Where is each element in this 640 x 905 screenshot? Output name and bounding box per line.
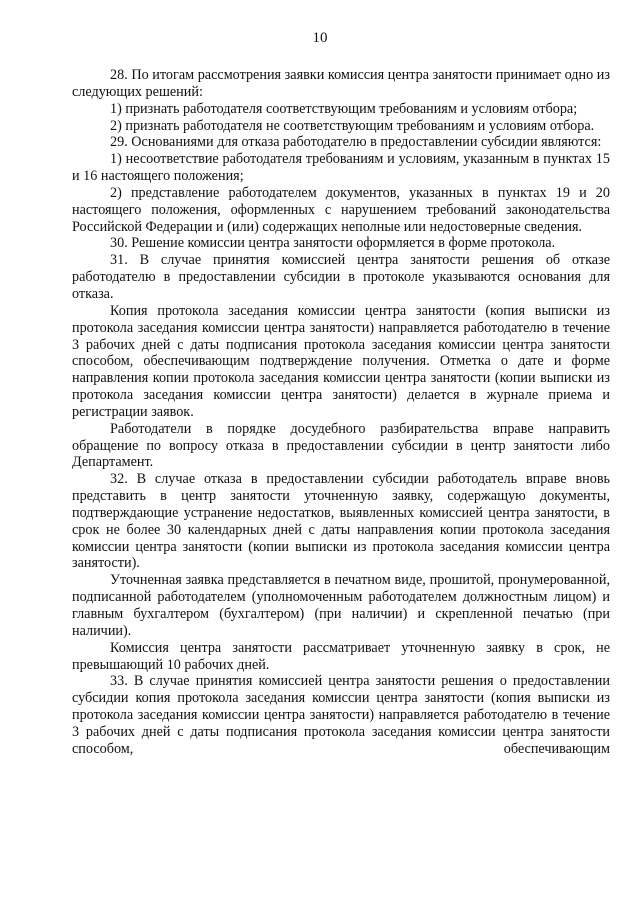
paragraph-33: 33. В случае принятия комиссией центра занятости решения о предоставлении субсидии копия протокола заседания комиссии центра занятости (копия выписки из протокола заседания комиссии центра занятости) направляется работодателю в течение 3 рабочих дней с даты подписания протокола заседания комиссии центра занятости способом, обеспечивающим [72,673,610,757]
paragraph-32: 32. В случае отказа в предоставлении субсидии работодатель вправе вновь представить в центр занятости уточненную заявку, содержащую документы, подтверждающие устранение недостатков, выявленных комиссией центра занятости, в срок не более 30 календарных дней с даты направления копии протокола заседания комиссии центра занятости (копии выписки из протокола заседания комиссии центра занятости). [72,471,610,572]
paragraph-28-option-1: 1) признать работодателя соответствующим требованиям и условиям отбора; [110,100,578,117]
paragraph-31: 31. В случае принятия комиссией центра занятости решения об отказе работодателю в предоставлении субсидии в протоколе указываются основания для отказа. [72,252,610,302]
paragraph-30: 30. Решение комиссии центра занятости оформляется в форме протокола. [110,235,556,252]
paragraph-31-copy: Копия протокола заседания комиссии центра занятости (копия выписки из протокола заседания комиссии центра занятости) направляется работодателю в течение 3 рабочих дней с даты подписания протокола заседания комиссии центра занятости способом, обеспечивающим подтверждение получения. Отметка о дате и форме направления копии протокола заседания комиссии центра занятости (копии выписки из протокола заседания комиссии центра занятости) делается в журнале приема и регистрации заявок. [72,302,610,420]
paragraph-29-item-1: 1) несоответствие работодателя требованиям и условиям, указанным в пунктах 15 и 16 настоящего положения; [72,151,610,185]
page-number: 10 [312,30,328,46]
paragraph-28: 28. По итогам рассмотрения заявки комиссия центра занятости принимает одно из следующих решений: [72,67,610,100]
document-body [72,67,610,758]
paragraph-29-item-2: 2) представление работодателем документов, указанных в пунктах 19 и 20 настоящего положения, оформленных с нарушением требований законодательства Российской Федерации и (или) содержащих неполные или недостоверные сведения. [72,184,610,235]
paragraph-28-option-2: 2) признать работодателя не соответствующим требованиям и условиям отбора. [110,117,595,134]
paragraph-31-appeal: Работодатели в порядке досудебного разбирательства вправе направить обращение по вопросу отказа в предоставлении субсидии в центр занятости либо Департамент. [72,420,610,471]
paragraph-29: 29. Основаниями для отказа работодателю в предоставлении субсидии являются: [110,134,602,151]
paragraph-32-form: Уточненная заявка представляется в печатном виде, прошитой, пронумерованной, подписанной работодателем (уполномоченным работодателем должностным лицом) и главным бухгалтером (бухгалтером) (при наличии) и скрепленной печатью (при наличии). [72,572,610,639]
paragraph-32-term: Комиссия центра занятости рассматривает уточненную заявку в срок, не превышающий 10 рабочих дней. [72,639,610,673]
